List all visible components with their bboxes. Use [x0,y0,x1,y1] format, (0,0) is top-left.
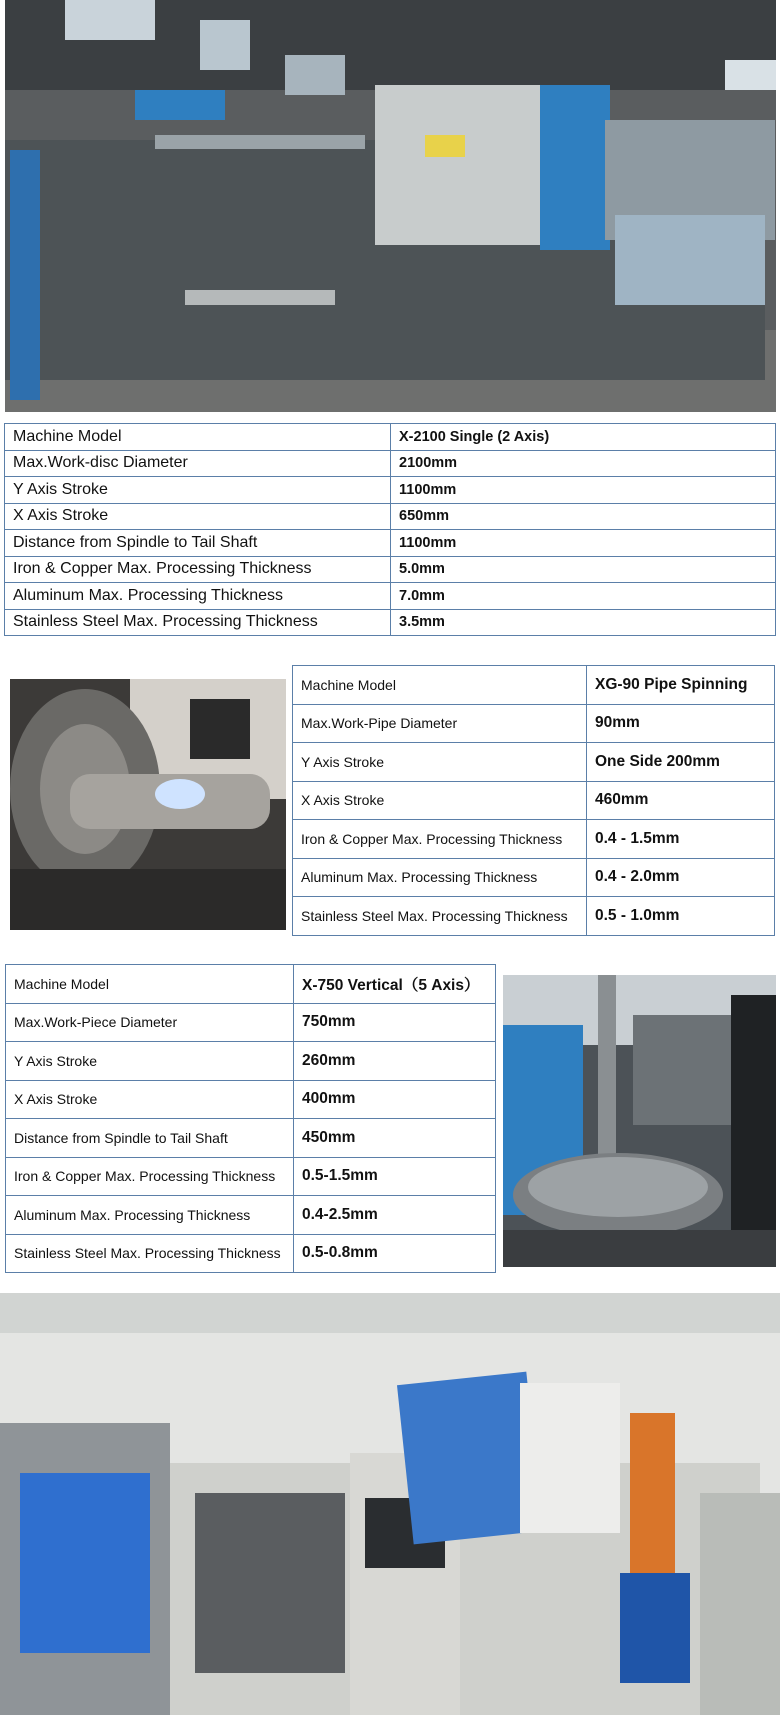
table-row [5,477,776,504]
spec-label: X Axis Stroke [6,1080,294,1119]
spec-label: Iron & Copper Max. Processing Thickness [293,820,587,859]
spec-table-x2100 [4,423,776,636]
spec-value: 460mm [587,781,775,820]
spec-label: Iron & Copper Max. Processing Thickness [5,556,391,583]
table-row [6,1234,496,1273]
spec-label: X Axis Stroke [5,503,391,530]
table-row [293,704,775,743]
table-row [293,820,775,859]
table-row [293,666,775,705]
spinning-lathe-photo [5,0,776,412]
table-row [6,1042,496,1081]
spec-table-x750 [5,964,496,1273]
spec-value: 750mm [294,1003,496,1042]
spec-value: X-750 Vertical（5 Axis） [294,965,496,1004]
spec-value: 0.4-2.5mm [294,1196,496,1235]
table-row [6,1003,496,1042]
spec-value: 400mm [294,1080,496,1119]
spec-label: Distance from Spindle to Tail Shaft [6,1119,294,1158]
spec-value: 0.5-0.8mm [294,1234,496,1273]
spec-label: Y Axis Stroke [6,1042,294,1081]
spec-value: 260mm [294,1042,496,1081]
spec-value: 0.4 - 2.0mm [587,858,775,897]
table-row [293,743,775,782]
table-row [6,1080,496,1119]
table-row [5,556,776,583]
table-row [6,965,496,1004]
spec-label: Aluminum Max. Processing Thickness [293,858,587,897]
spec-label: Y Axis Stroke [293,743,587,782]
spec-value: 0.5 - 1.0mm [587,897,775,936]
spec-label: Max.Work-Pipe Diameter [293,704,587,743]
table-row [293,897,775,936]
spec-label: Iron & Copper Max. Processing Thickness [6,1157,294,1196]
spec-value: 90mm [587,704,775,743]
table-row [293,858,775,897]
spec-value: XG-90 Pipe Spinning [587,666,775,705]
spec-label: Distance from Spindle to Tail Shaft [5,530,391,557]
spec-value: 0.5-1.5mm [294,1157,496,1196]
spec-label: Stainless Steel Max. Processing Thickness [5,609,391,636]
spec-value: 650mm [391,503,776,530]
spec-label: Stainless Steel Max. Processing Thickness [293,897,587,936]
table-row [5,424,776,451]
spec-label: Y Axis Stroke [5,477,391,504]
spec-label: Machine Model [293,666,587,705]
table-row [6,1196,496,1235]
spec-value: 0.4 - 1.5mm [587,820,775,859]
robotic-spinning-cell-photo [0,1293,780,1715]
spec-value: 1100mm [391,477,776,504]
spec-value: One Side 200mm [587,743,775,782]
spec-value: 5.0mm [391,556,776,583]
spec-label: Aluminum Max. Processing Thickness [6,1196,294,1235]
spec-value: X-2100 Single (2 Axis) [391,424,776,451]
pipe-spinning-photo [10,679,286,930]
spec-value: 450mm [294,1119,496,1158]
spec-label: X Axis Stroke [293,781,587,820]
spec-label: Stainless Steel Max. Processing Thickness [6,1234,294,1273]
table-row [5,450,776,477]
table-row [293,781,775,820]
table-row [5,530,776,557]
spec-value: 3.5mm [391,609,776,636]
spec-label: Max.Work-Piece Diameter [6,1003,294,1042]
spec-label: Machine Model [5,424,391,451]
spec-value: 7.0mm [391,583,776,610]
table-row [5,609,776,636]
spec-label: Max.Work-disc Diameter [5,450,391,477]
vertical-spinning-photo [503,975,776,1267]
table-row [6,1119,496,1158]
spec-value: 2100mm [391,450,776,477]
spec-label: Aluminum Max. Processing Thickness [5,583,391,610]
spec-value: 1100mm [391,530,776,557]
table-row [6,1157,496,1196]
spec-label: Machine Model [6,965,294,1004]
table-row [5,503,776,530]
spec-table-xg90 [292,665,775,936]
table-row [5,583,776,610]
